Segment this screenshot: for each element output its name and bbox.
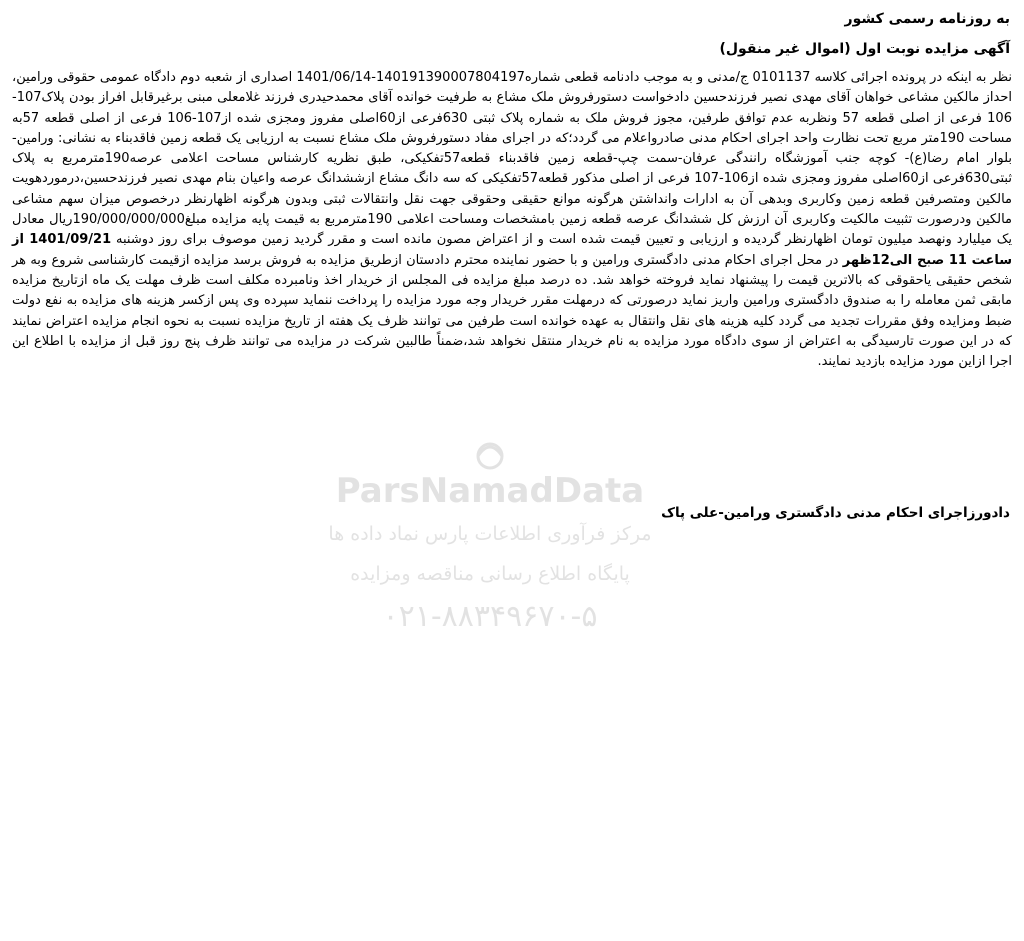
- watermark-logo-icon: [478, 444, 502, 468]
- watermark-line1: مرکز فرآوری اطلاعات پارس نماد داده ها: [328, 523, 652, 545]
- notice-title: آگهی مزایده نوبت اول (اموال غیر منقول): [719, 41, 1010, 57]
- notice-body: [12, 68, 1012, 372]
- signature: دادورزاجرای احکام مدنی دادگستری ورامین-علی پاک: [661, 505, 1010, 521]
- newspaper-label: به روزنامه رسمی کشور: [844, 11, 1010, 27]
- watermark-brand: ParsNamadData: [335, 471, 645, 511]
- watermark-phone: ۰۲۱-۸۸۳۴۹۶۷۰-۵: [382, 599, 598, 634]
- watermark-graphic: [250, 440, 730, 660]
- auction-date-time: 1401/09/21 از ساعت 11 صبح الی12ظهر: [12, 232, 1012, 268]
- watermark: [250, 440, 730, 660]
- watermark-line2: پایگاه اطلاع رسانی مناقصه ومزایده: [350, 563, 630, 585]
- notice-body-part2: در محل اجرای احکام مدنی دادگستری ورامین و با حضور نماینده محترم دادستان ازطریق مزایده به فروش برسد مزایده ازقیمت کارشناسی شروع وبه هر شخص حقیقی یاحقوقی که بالاترین قیمت را پیشنهاد نماید فروخته خواهد شد. ده درصد مبلغ مزایده فی المجلس از خریدار اخذ ونامبرده مکلف است ظرف مهلت یک ماه ازتاریخ مزایده مابقی ثمن معامله را به صندوق دادگستری ورامین واریز نماید درصورتی که درمهلت مقرر خریدار وجه مورد مزایده را پرداخت ننماید سپرده وی پس ازکسر هزینه های مزایده به نفع دولت ضبط ومزایده وفق مقررات تجدید می گردد کلیه هزینه های نقل وانتقال به عهده خوانده است طرفین می توانند ظرف یک هفته از تاریخ مزایده نسبت به نحوه انجام مزایده اعتراض نمایند که در این صورت تارسیدگی به اعتراض از سوی دادگاه مورد مزایده به نام خریدار منتقل نخواهد شد،ضمناً طالبین شرکت در مزایده می توانند ظرف پنج روز قبل از مزایده با اطلاع این اجرا ازاین مورد مزایده بازدید نمایند.: [12, 252, 1012, 370]
- notice-body-part1: نظر به اینکه در پرونده اجرائی کلاسه 0101137 ج/مدنی و به موجب دادنامه قطعی شماره140191390007804197-1401/06/14 اصداری از شعبه دوم دادگاه عمومی حقوقی ورامین، احداز مالکین مشاعی خواهان آقای مهدی نصیر فرزندحسین دادخواست دستورفروش ملک مشاع به طرفیت خوانده آقای محمدحیدری فرزند غلامعلی مبنی برغیرقابل افراز بودن پلاک107-106 فرعی از اصلی قطعه 57 ونظربه عدم توافق طرفین، مجوز فروش ملک به شماره پلاک ثبتی 630فرعی از60اصلی مفروز ومجزی شده از107-106 فرعی از اصلی قطعه 57به مساحت 190متر مربع تحت نظارت واحد اجرای احکام مدنی صادرواعلام می گردد؛که در اجرای مفاد دستورفروش ملک مشاع نسبت به ارزیابی یک قطعه زمین فاقدبناء به نشانی: ورامین- بلوار امام رضا(ع)- کوچه جنب آموزشگاه رانندگی عرفان-سمت چپ-قطعه زمین فاقدبناء قطعه57تفکیکی، طبق نظریه کارشناس مساحت اعلامی عرصه190مترمربع به پلاک ثبتی630فرعی از60اصلی مفروز ومجزی شده از106-107 فرعی از اصلی مذکور قطعه57تفکیکی که سه دانگ مشاع ازششدانگ عرصه واعیان بنام مهدی نصیر فرزندحسین،درموردهویت مالکین ومتصرفین قطعه زمین وکاربری وبدهی آن به ادارات وانداشتن هرگونه موانع حقیقی وحقوقی جهت نقل وانتقالات ثبتی وبدون هرگونه اظهارنظر درخصوص میزان سهم مشاعی مالکین ودرصورت تثبیت مالکیت وکاربری آن ارزش کل ششدانگ عرصه قطعه زمین بامشخصات ومساحت اعلامی 190مترمربع به قیمت پایه مزایده مبلغ190/000/000/000ریال معادل یک میلیارد ونهصد میلیون تومان اظهارنظر گردیده و ارزیابی و تعیین قیمت شده است و از اعتراض مصون مانده است و مقرر گردید زمین موصوف برای روز دوشنبه: [12, 70, 1013, 248]
